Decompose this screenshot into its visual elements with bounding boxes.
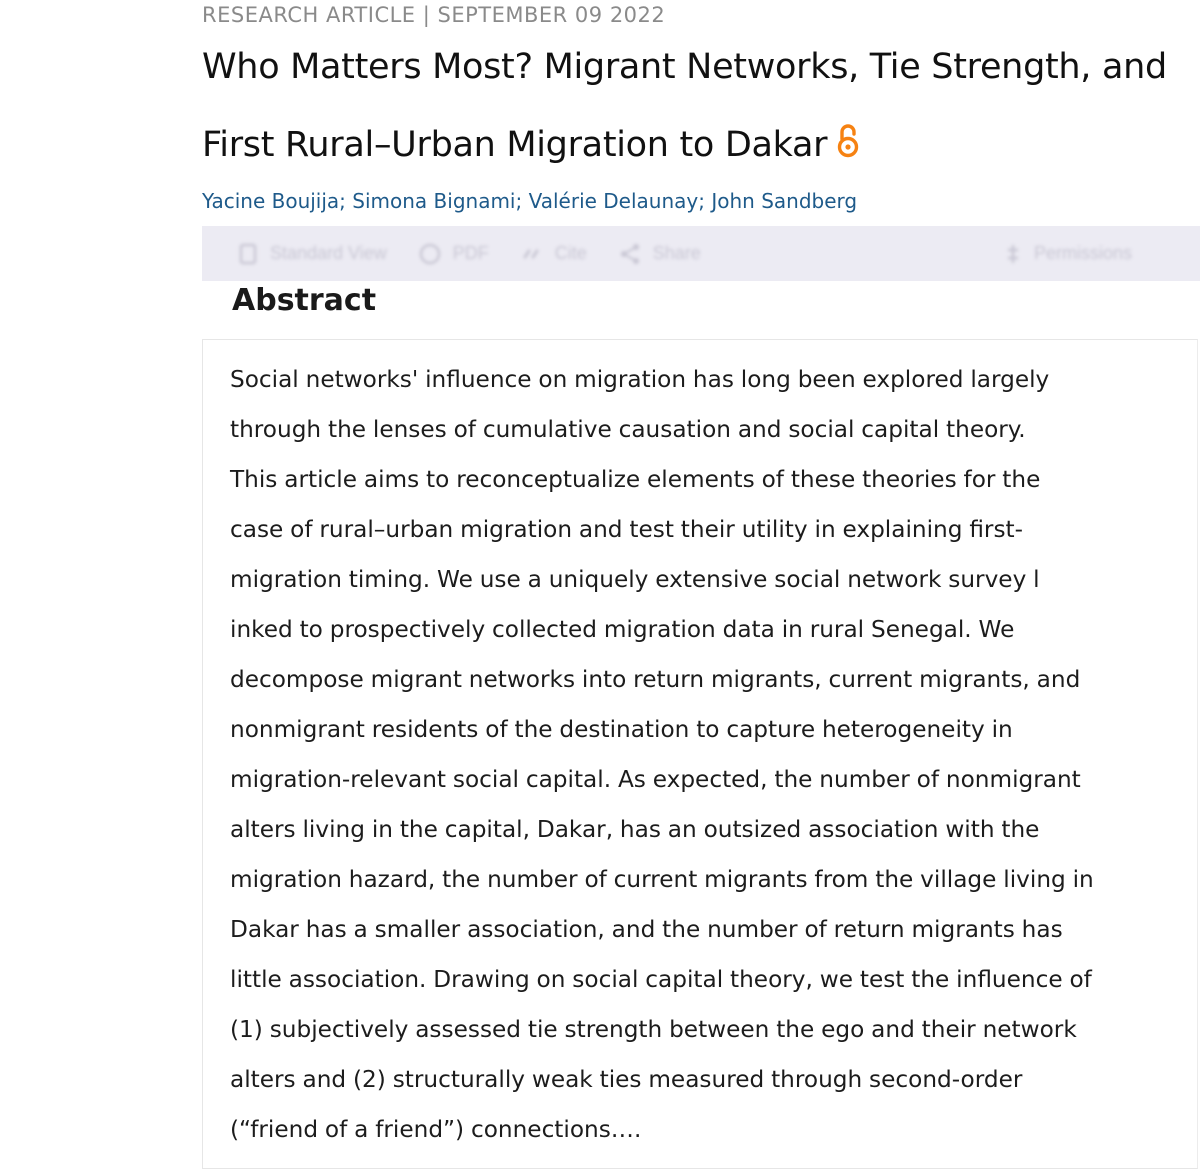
pdf-button[interactable] bbox=[403, 226, 505, 281]
share-button[interactable] bbox=[603, 226, 717, 281]
abstract-line: decompose migrant networks into return migrants, current migrants, and bbox=[230, 666, 1081, 693]
abstract-text bbox=[230, 355, 1165, 1155]
author-separator: ; bbox=[339, 189, 353, 213]
abstract-line: migration hazard, the number of current migrants from the village living in bbox=[230, 866, 1094, 893]
article-meta: RESEARCH ARTICLE | SEPTEMBER 09 2022 bbox=[202, 3, 666, 27]
abstract-line: (1) subjectively assessed tie strength between the ego and their network bbox=[230, 1016, 1077, 1043]
abstract-line: This article aims to reconceptualize elements of these theories for the bbox=[230, 466, 1041, 493]
article-title-line-1: Who Matters Most? Migrant Networks, Tie Strength, and bbox=[202, 47, 1167, 87]
article-title bbox=[202, 28, 1192, 186]
open-access-lock-icon bbox=[835, 108, 861, 186]
abstract-line: through the lenses of cumulative causation and social capital theory. bbox=[230, 416, 1026, 443]
abstract-line: (“friend of a friend”) connections…. bbox=[230, 1116, 642, 1143]
permissions-label: Permissions bbox=[1033, 243, 1132, 263]
author-separator: ; bbox=[698, 189, 712, 213]
share-icon bbox=[619, 242, 641, 266]
abstract-heading: Abstract bbox=[232, 283, 377, 318]
abstract-line: Dakar has a smaller association, and the number of return migrants has bbox=[230, 916, 1063, 943]
abstract-line: nonmigrant residents of the destination to capture heterogeneity in bbox=[230, 716, 1013, 743]
article-toolbar bbox=[202, 226, 1200, 281]
author-list bbox=[202, 186, 857, 216]
pdf-label: PDF bbox=[452, 243, 489, 263]
abstract-line: case of rural–urban migration and test their utility in explaining first- bbox=[230, 516, 1023, 543]
standard-view-label: Standard View bbox=[270, 243, 387, 263]
abstract-line: alters and (2) structurally weak ties measured through second-order bbox=[230, 1066, 1023, 1093]
pdf-icon bbox=[419, 242, 441, 266]
cite-button[interactable] bbox=[505, 226, 603, 281]
share-label: Share bbox=[652, 243, 701, 263]
cite-label: Cite bbox=[554, 243, 587, 263]
abstract-line: little association. Drawing on social capital theory, we test the influence of bbox=[230, 966, 1092, 993]
permissions-icon bbox=[1004, 242, 1022, 266]
permissions-button[interactable] bbox=[988, 226, 1148, 281]
quote-icon bbox=[521, 242, 543, 266]
article-title-line-2: First Rural–Urban Migration to Dakar bbox=[202, 125, 828, 165]
abstract-line: inked to prospectively collected migration data in rural Senegal. We bbox=[230, 616, 1015, 643]
author-link[interactable]: Simona Bignami bbox=[352, 189, 516, 213]
author-link[interactable]: John Sandberg bbox=[711, 189, 858, 213]
author-separator: ; bbox=[515, 189, 529, 213]
view-icon bbox=[238, 242, 258, 266]
abstract-line: migration timing. We use a uniquely extensive social network survey l bbox=[230, 566, 1040, 593]
abstract-line: alters living in the capital, Dakar, has an outsized association with the bbox=[230, 816, 1040, 843]
abstract-line: migration-relevant social capital. As expected, the number of nonmigrant bbox=[230, 766, 1081, 793]
author-link[interactable]: Yacine Boujija bbox=[202, 189, 340, 213]
abstract-line: Social networks' influence on migration has long been explored largely bbox=[230, 366, 1050, 393]
author-link[interactable]: Valérie Delaunay bbox=[528, 189, 699, 213]
standard-view-button[interactable] bbox=[222, 226, 403, 281]
